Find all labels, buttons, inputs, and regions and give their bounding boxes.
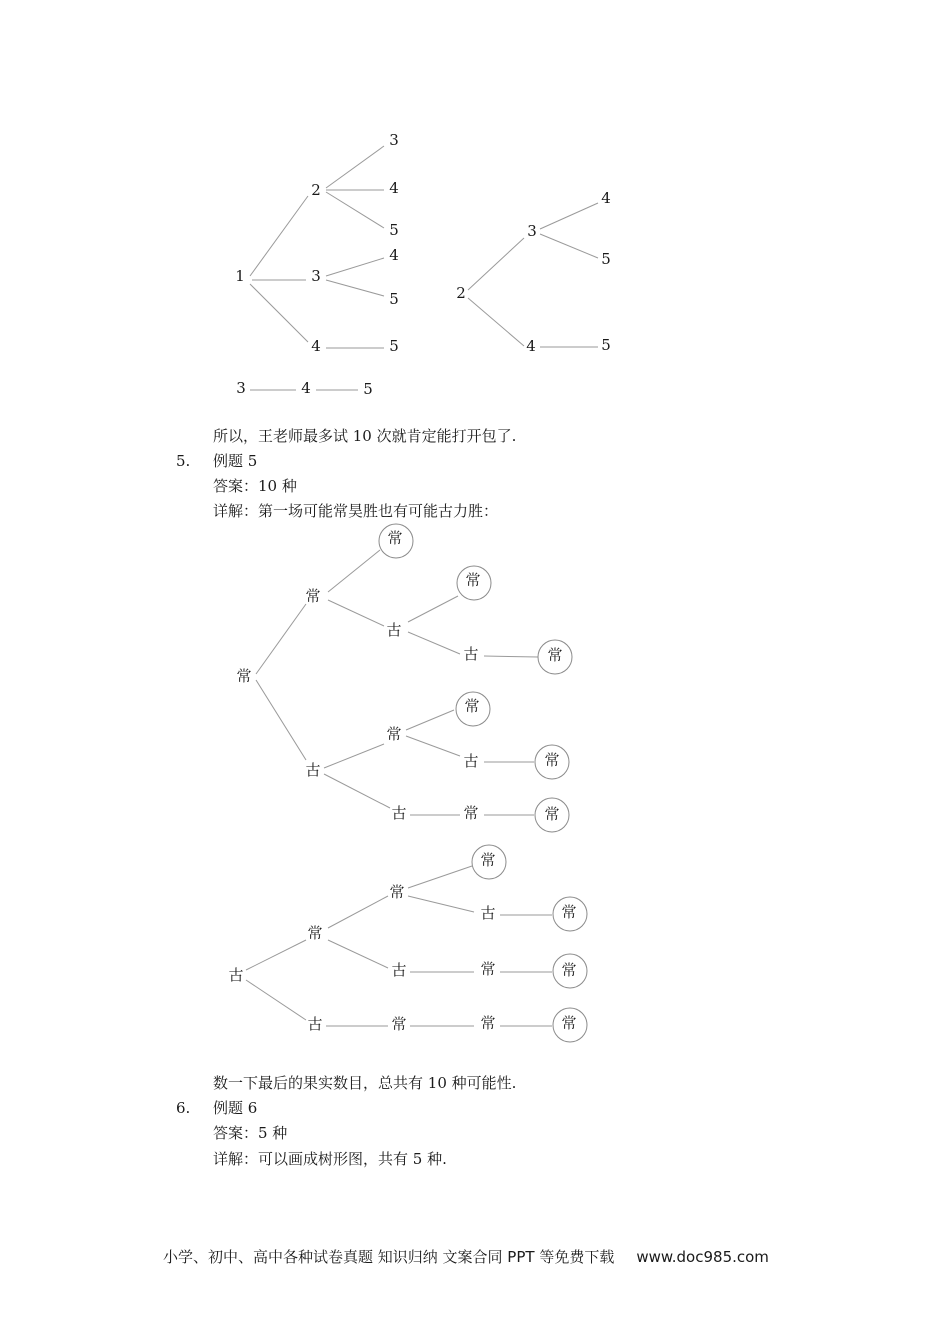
tree-node: 3 [236, 379, 246, 397]
footer-text: 小学、初中、高中各种试卷真题 知识归纳 文案合同 PPT 等免费下载 [163, 1248, 615, 1266]
tree-node: 常 [391, 1015, 407, 1033]
tree-node: 5 [389, 221, 399, 239]
tree-node: 常 [480, 1014, 496, 1032]
tree-node: 2 [456, 284, 466, 302]
tree-node: 古 [307, 1015, 323, 1033]
tree-node: 5 [363, 380, 373, 398]
tree-node: 常 [307, 924, 323, 942]
tree-node: 古 [228, 966, 244, 984]
detail-text: 详解：第一场可能常昊胜也有可能古力胜： [213, 502, 499, 520]
tree-node: 古 [391, 961, 407, 979]
tree-node: 4 [601, 189, 611, 207]
tree-node: 古 [463, 752, 479, 770]
tree-node: 古 [386, 621, 402, 639]
tree-node: 5 [601, 250, 611, 268]
tree-node: 3 [311, 267, 321, 285]
answer-text: 答案：10 种 [213, 477, 297, 495]
question-title: 例题 5 [213, 452, 258, 470]
tree-node: 常 [305, 587, 321, 605]
tree-leaf: 常 [561, 961, 577, 979]
tree-node: 3 [389, 131, 399, 149]
tree-node: 常 [389, 883, 405, 901]
tree-node: 常 [236, 667, 252, 685]
tree-node: 4 [526, 337, 536, 355]
tree-node: 4 [389, 246, 399, 264]
tree-leaf: 常 [387, 529, 403, 547]
tree-leaf: 常 [464, 697, 480, 715]
tree-node: 5 [389, 290, 399, 308]
tree-leaf: 常 [544, 751, 560, 769]
tree-leaf: 常 [465, 571, 481, 589]
tree-leaf: 常 [561, 1014, 577, 1032]
tree-node: 4 [311, 337, 321, 355]
tree-node: 1 [235, 267, 245, 285]
tree-node: 常 [480, 960, 496, 978]
tree-leaf: 常 [480, 851, 496, 869]
tree-node: 3 [527, 222, 537, 240]
tree-node: 2 [311, 181, 321, 199]
tree-node: 古 [463, 645, 479, 663]
tree-node: 常 [463, 804, 479, 822]
question-number: 6. [176, 1099, 191, 1117]
answer-text: 答案：5 种 [213, 1124, 288, 1142]
footer-link[interactable]: www.doc985.com [636, 1248, 769, 1266]
tree-node: 5 [601, 336, 611, 354]
tree-node: 5 [389, 337, 399, 355]
summary-text: 数一下最后的果实数目，总共有 10 种可能性. [213, 1074, 517, 1092]
page-footer [163, 1246, 769, 1267]
tree-node: 常 [386, 725, 402, 743]
question-title: 例题 6 [213, 1099, 258, 1117]
tree-leaf: 常 [544, 805, 560, 823]
tree-node: 古 [480, 904, 496, 922]
tree-node: 4 [389, 179, 399, 197]
tree-node: 古 [391, 804, 407, 822]
question-number: 5. [176, 452, 191, 470]
conclusion-text: 所以，王老师最多试 10 次就肯定能打开包了. [213, 427, 517, 445]
tree-node: 4 [301, 379, 311, 397]
tree-node: 古 [305, 761, 321, 779]
tree-leaf: 常 [561, 903, 577, 921]
tree-lines [246, 146, 598, 1026]
tree-leaf: 常 [547, 646, 563, 664]
detail-text: 详解：可以画成树形图，共有 5 种. [213, 1150, 447, 1168]
